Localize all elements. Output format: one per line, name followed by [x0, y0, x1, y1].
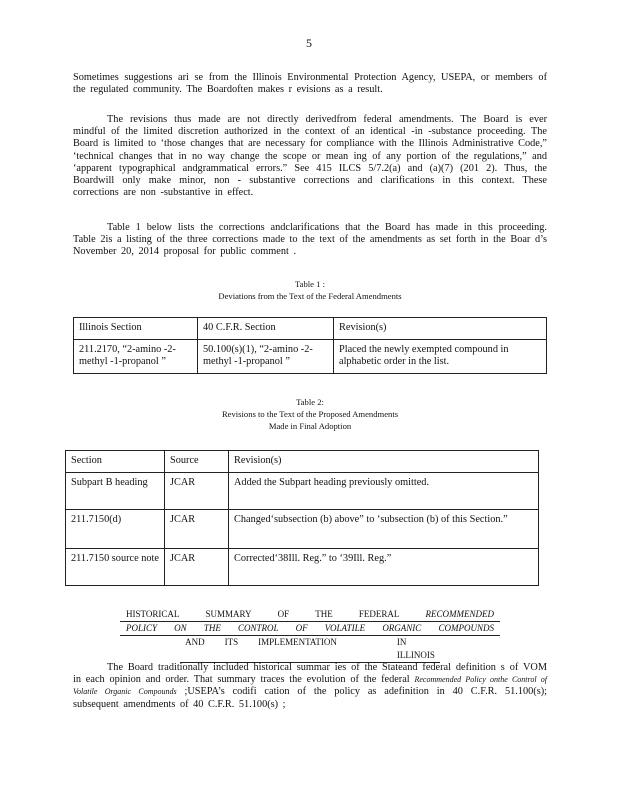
heading-word: POLICY — [126, 623, 158, 633]
table2-caption — [73, 396, 547, 432]
heading-word: HISTORICAL — [126, 609, 180, 619]
table2-caption-subtitle-2: Made in Final Adoption — [268, 421, 352, 431]
table1-caption-subtitle: Deviations from the Text of the Federal Amendments — [218, 291, 402, 301]
section-heading — [120, 608, 500, 663]
heading-word: ITS — [224, 637, 239, 647]
table2-caption-subtitle: Revisions to the Text of the Proposed Amendments — [221, 409, 399, 419]
heading-word: ON — [174, 623, 187, 633]
table-header-cell: Revision(s) — [334, 318, 547, 340]
page-number: 5 — [306, 36, 312, 50]
table-revisions — [65, 450, 539, 586]
table-row — [74, 339, 547, 373]
table-cell: 211.7150 source note — [66, 548, 165, 585]
heading-word: IN ILLINOIS — [396, 637, 435, 660]
table-header-cell: 40 C.F.R. Section — [198, 318, 334, 340]
table-cell: 211.7150(d) — [66, 509, 165, 548]
paragraph-text-part: ;USEPA’s codifi cation of the policy as adefinition in 40 C.F.R. 51.100(s); subsequent amendments of 40 C.F.R. 51.100(s) ; — [73, 686, 547, 710]
table-header-row — [66, 451, 539, 473]
table-header-cell: Source — [165, 451, 229, 473]
table-cell: Subpart B heading — [66, 472, 165, 509]
table-header-cell: Revision(s) — [229, 451, 539, 473]
paragraph-text: Sometimes suggestions ari se from the Illinois Environmental Protection Agency, USEPA, or members of the regulated community. The Boardoften makes r evisions as a result. — [73, 72, 547, 96]
table-cell: Corrected‘38Ill. Reg.” to ‘39Ill. Reg.” — [229, 548, 539, 585]
table-cell: JCAR — [165, 472, 229, 509]
heading-word: COMPOUNDS — [438, 623, 494, 633]
heading-word: OF — [277, 609, 290, 619]
table-row — [66, 509, 539, 548]
section-heading-line — [180, 636, 440, 663]
paragraph-history — [73, 662, 547, 711]
paragraph-text: Table 1 below lists the corrections andclarifications that the Board has made in this proceeding. Table 2is a listing of the three corrections made to the text of the amendments as set forth in the Boar d’s November 20, 2014 proposal for public comment . — [73, 222, 547, 258]
heading-word: SUMMARY — [205, 609, 252, 619]
section-heading-line — [120, 622, 500, 636]
heading-word: AND — [185, 637, 205, 647]
table1-caption-title: Table 1 : — [295, 279, 325, 289]
table-row — [66, 548, 539, 585]
heading-word: ORGANIC — [382, 623, 422, 633]
policy-title: Recommended Policy onthe Control of Volatile Organic Compounds — [73, 675, 548, 697]
heading-word: OF — [295, 623, 308, 633]
paragraph-revisions — [73, 114, 547, 199]
table-row — [66, 472, 539, 509]
heading-word: CONTROL — [237, 623, 279, 633]
table-cell: 50.100(s)(1), “2-amino -2-methyl -1-propanol ” — [198, 339, 334, 373]
table-cell: 211.2170, “2-amino -2-methyl -1-propanol ” — [74, 339, 198, 373]
heading-word: IMPLEMENTATION — [258, 637, 337, 647]
table-deviations — [73, 317, 547, 374]
table-header-cell: Illinois Section — [74, 318, 198, 340]
section-heading-line — [120, 608, 500, 622]
table2-caption-title: Table 2: — [296, 397, 324, 407]
heading-word: THE — [203, 623, 221, 633]
table-cell: Placed the newly exempted compound in alphabetic order in the list. — [334, 339, 547, 373]
table-header-cell: Section — [66, 451, 165, 473]
paragraph-text — [73, 662, 547, 711]
table-cell: Changed‘subsection (b) above” to ‘subsection (b) of this Section.” — [229, 509, 539, 548]
heading-word: RECOMMENDED — [425, 609, 494, 619]
heading-word: THE — [315, 609, 333, 619]
heading-word: FEDERAL — [358, 609, 400, 619]
heading-word: VOLATILE — [324, 623, 366, 633]
table-cell: JCAR — [165, 548, 229, 585]
paragraph-text-part: The Board traditionally included historical summar ies of the Stateand federal definition s of VOM in each opinion and order. That summary traces the evolution of the federal — [73, 662, 547, 686]
table-cell: Added the Subpart heading previously omitted. — [229, 472, 539, 509]
table-cell: JCAR — [165, 509, 229, 548]
table-header-row — [74, 318, 547, 340]
paragraph-text: The revisions thus made are not directly derivedfrom federal amendments. The Board is ever mindful of the limited discretion authorized in the context of an identical -in -substance proceeding. The Board is limited to ‘those changes that are necessary for compliance with the Illinois Administrative Code,” ‘technical changes that in no way change the scope or mean ing of any portion of the regulations,” and ‘apparent typographical andgrammatical errors.” See 415 ILCS 5/7.2(a) and (a)(7) (201 2). Thus, the Boardwill only make minor, non - substantive corrections and clarifications in this context. These corrections are non -substantive in effect. — [73, 114, 547, 199]
table1-caption — [73, 278, 547, 302]
paragraph-tables-intro — [73, 222, 547, 259]
paragraph-suggestions — [73, 72, 547, 96]
